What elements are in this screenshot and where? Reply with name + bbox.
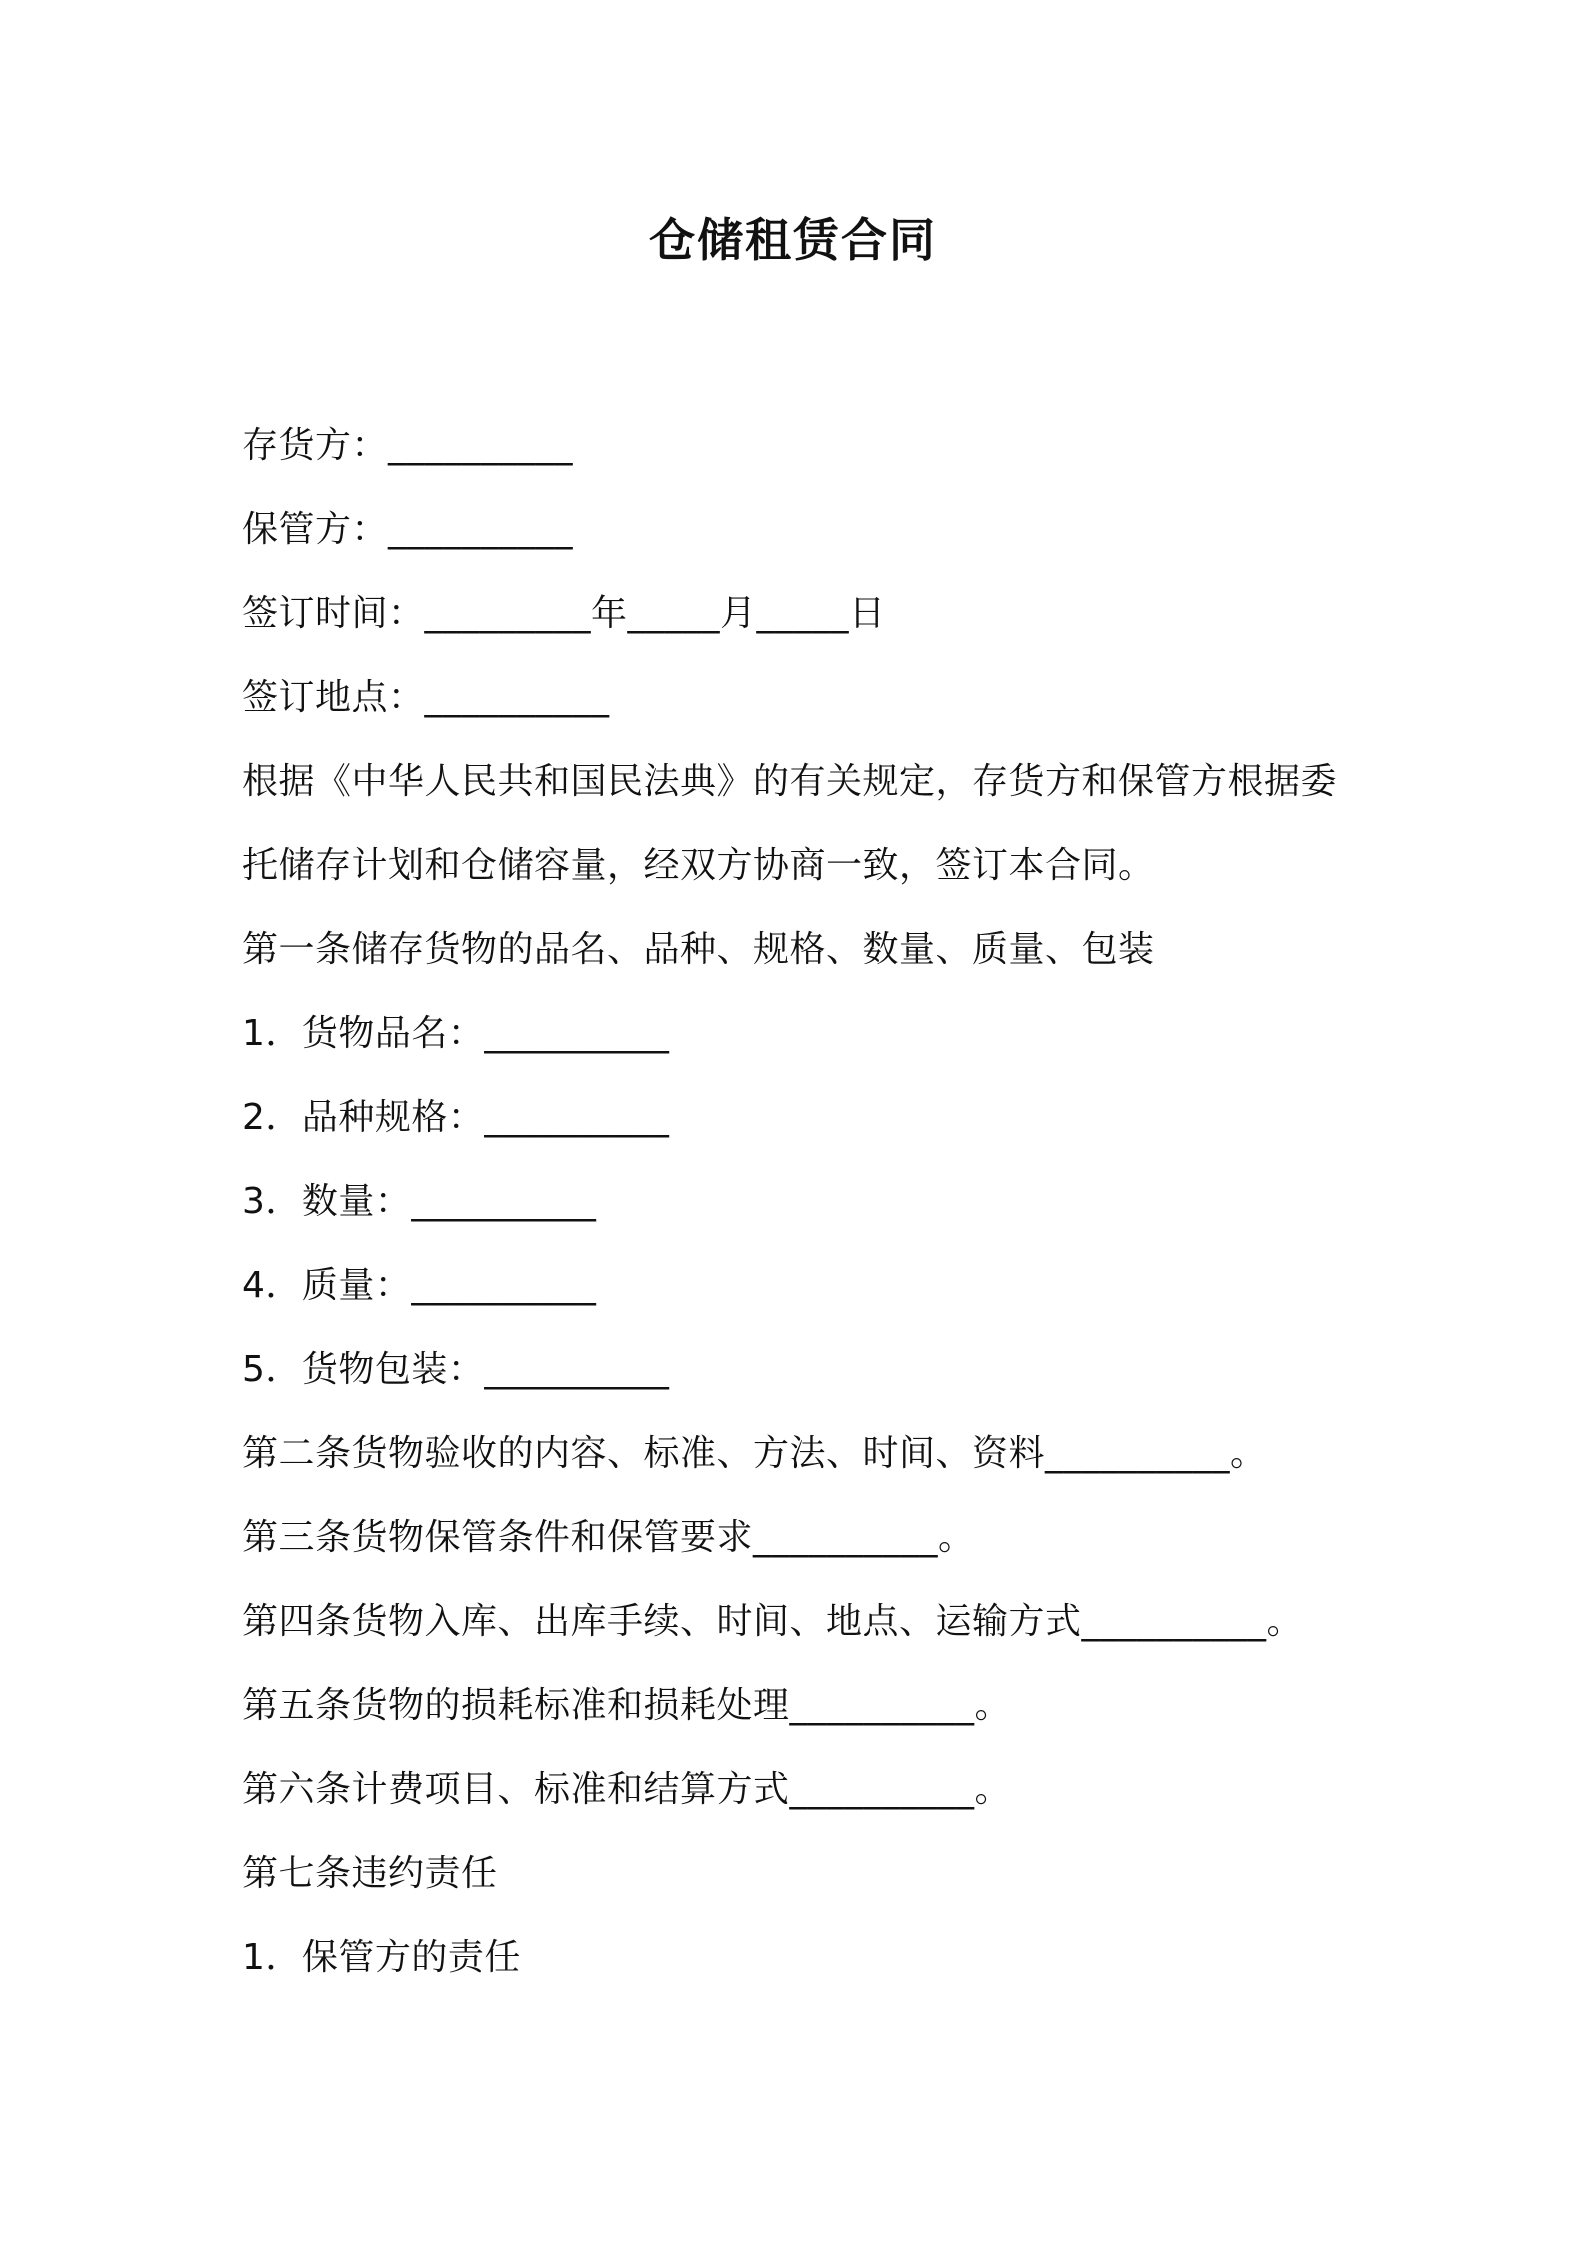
article-1-item-2: 2．品种规格：__________ [242,1097,670,1138]
article-7-item-1: 1．保管方的责任 [242,1937,521,1978]
article-4: 第四条货物入库、出库手续、时间、地点、运输方式__________。 [242,1601,1304,1642]
article-1-item-5: 5．货物包装：__________ [242,1349,670,1390]
document-title: 仓储租赁合同 [649,213,937,267]
preamble-line-2: 托储存计划和仓储容量，经双方协商一致，签订本合同。 [242,845,1155,886]
document-body [242,404,1382,2000]
article-1-item-3: 3．数量：__________ [242,1181,597,1222]
depositor-field: 存货方：__________ [242,425,574,466]
article-1-item-4: 4．质量：__________ [242,1265,597,1306]
article-1-item-1: 1．货物品名：__________ [242,1013,670,1054]
custodian-field: 保管方：__________ [242,509,574,550]
article-1-heading: 第一条储存货物的品名、品种、规格、数量、质量、包装 [242,929,1155,970]
article-3: 第三条货物保管条件和保管要求__________。 [242,1517,975,1558]
signing-place-field: 签订地点：__________ [242,677,610,718]
article-7-heading: 第七条违约责任 [242,1853,498,1894]
article-2: 第二条货物验收的内容、标准、方法、时间、资料__________。 [242,1433,1267,1474]
preamble-line-1: 根据《中华人民共和国民法典》的有关规定，存货方和保管方根据委 [242,761,1338,802]
signing-date-field: 签订时间：_________年_____月_____日 [242,593,886,634]
article-5: 第五条货物的损耗标准和损耗处理__________。 [242,1685,1012,1726]
article-6: 第六条计费项目、标准和结算方式__________。 [242,1769,1012,1810]
